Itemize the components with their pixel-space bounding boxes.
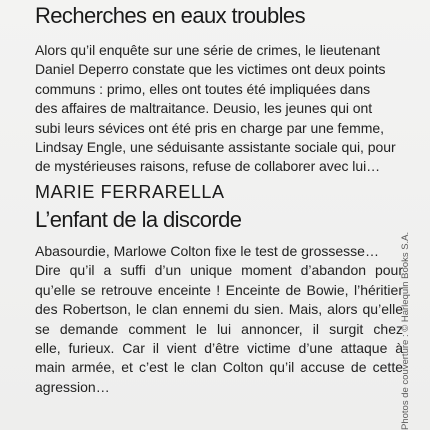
book1-summary-line: communs : primo, elles ont toutes été impliquées dans (35, 80, 371, 97)
book1-summary (35, 41, 396, 177)
book2-author: MARIE FERRARELLA (35, 182, 225, 202)
book2-summary-line: Abasourdie, Marlowe Colton fixe le test de grossesse… (35, 243, 379, 259)
book2-summary-line: Dire qu’il a suffi d’un unique moment d’abandon pour (35, 262, 403, 279)
book2-summary-line: se demande comment le lui annoncer, il surgit chez (35, 320, 403, 337)
book1-summary-line: subi leurs sévices ont été pris en charge par une femme, (35, 119, 384, 136)
book2-summary-line: main armée, et c’est le clan Colton qu’il accuse de cette (35, 359, 403, 376)
book2-summary-line: qu’elle se retrouve enceinte ! Enceinte de Bowie, l’héritier (35, 281, 403, 298)
book1-summary-line: Lindsay Engle, une séduisante assistante sociale qui, pour (35, 139, 396, 156)
book2-summary-line: agression… (35, 378, 110, 395)
copyright-notice: Photos de couverture : © Harlequin Books S.A. (400, 231, 411, 430)
book2-summary (35, 242, 403, 397)
book2-summary-line: des Robertson, le clan ennemi du sien. Mais, alors qu’elle (35, 301, 403, 318)
book2-title: L’enfant de la discorde (35, 207, 242, 232)
book2-summary-line: elle, furieux. Car il vient d’être victime d’une attaque à (35, 340, 403, 357)
book1-summary-line: Alors qu’il enquête sur une série de crimes, le lieutenant (35, 42, 380, 58)
book1-summary-line: Daniel Deperro constate que les victimes ont deux points (35, 61, 386, 78)
book1-summary-line: des affaires de maltraitance. Deusio, les jeunes qui ont (35, 100, 373, 117)
book1-title: Recherches en eaux troubles (35, 3, 305, 28)
book1-summary-line: de mystérieuses raisons, refuse de collaborer avec lui… (35, 158, 381, 175)
